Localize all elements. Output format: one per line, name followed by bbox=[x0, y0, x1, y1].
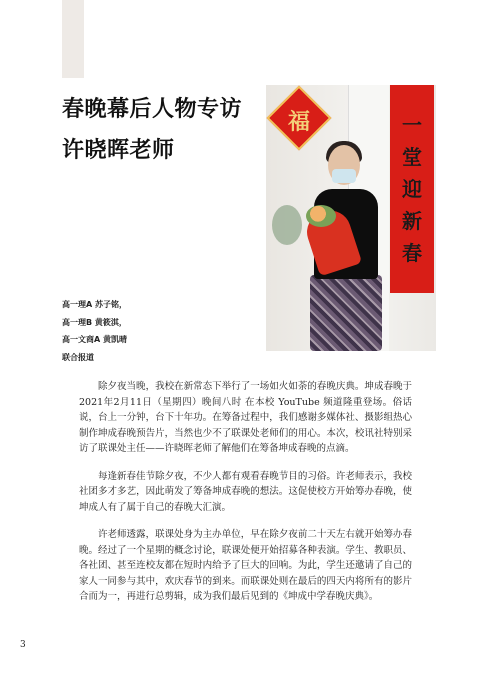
photo-face-mask bbox=[332, 169, 356, 183]
page-number: 3 bbox=[20, 640, 26, 650]
byline bbox=[62, 296, 127, 366]
page-subtitle: 许晓晖老师 bbox=[62, 138, 175, 163]
byline-line: 联合报道 bbox=[62, 352, 94, 362]
couplet-char: 春 bbox=[402, 241, 422, 265]
top-tab-decoration bbox=[62, 0, 84, 78]
article-paragraph: 除夕夜当晚，我校在新常态下举行了一场如火如荼的春晚庆典。坤成春晚于2021年2月11日（星期四）晚间八时 在本校 YouTube 频道隆重登场。俗话说，台上一分钟，台下十年功。在筹备过程中，我们感谢多媒体社、摄影组热心制作坤成春晚预告片，当然也少不了联课处老师们的用心。本次，校讯社特别采访了联课处主任——许晓晖老师了解他们在筹备坤成春晚的点滴。 bbox=[79, 381, 412, 454]
photo-skirt bbox=[310, 275, 382, 351]
fu-character: 福 bbox=[287, 108, 310, 135]
article-paragraph: 每逢新春佳节除夕夜，不少人都有观看春晚节目的习俗。许老师表示，我校社团多才多艺，因此萌发了筹备坤成春晚的想法。这促使校方开始筹办春晚，使坤成人有了属于自己的春晚大汇演。 bbox=[79, 470, 412, 513]
byline-line: 高一理A 苏子铭， bbox=[62, 300, 127, 309]
spring-couplet bbox=[390, 85, 434, 293]
couplet-char: 迎 bbox=[402, 177, 422, 201]
byline-line: 高一文商A 黄凯晴 bbox=[62, 335, 127, 344]
photo-flowers bbox=[306, 205, 336, 227]
article-body bbox=[79, 379, 412, 617]
couplet-char: 一 bbox=[402, 113, 422, 137]
page-title: 春晚幕后人物专访 bbox=[62, 97, 243, 122]
teacher-photo bbox=[266, 85, 436, 351]
couplet-char: 堂 bbox=[402, 145, 422, 169]
article-paragraph: 许老师透露，联课处身为主办单位，早在除夕夜前二十天左右就开始筹办春晚。经过了一个星期的概念讨论，联课处便开始招募各种表演。学生、教职员、各社团、甚至连校友都在短时内给予了巨大的回响。为此，学生还邀请了自己的家人一同参与其中，欢庆春节的到来。而联课处则在最后的四天内将所有的影片合而为一，再进行总剪辑，成为我们最后见到的《坤成中学春晚庆典》。 bbox=[79, 529, 412, 602]
couplet-char: 新 bbox=[402, 209, 422, 233]
byline-line: 高一理B 黄筱淇， bbox=[62, 317, 127, 327]
photo-plant bbox=[272, 205, 302, 245]
